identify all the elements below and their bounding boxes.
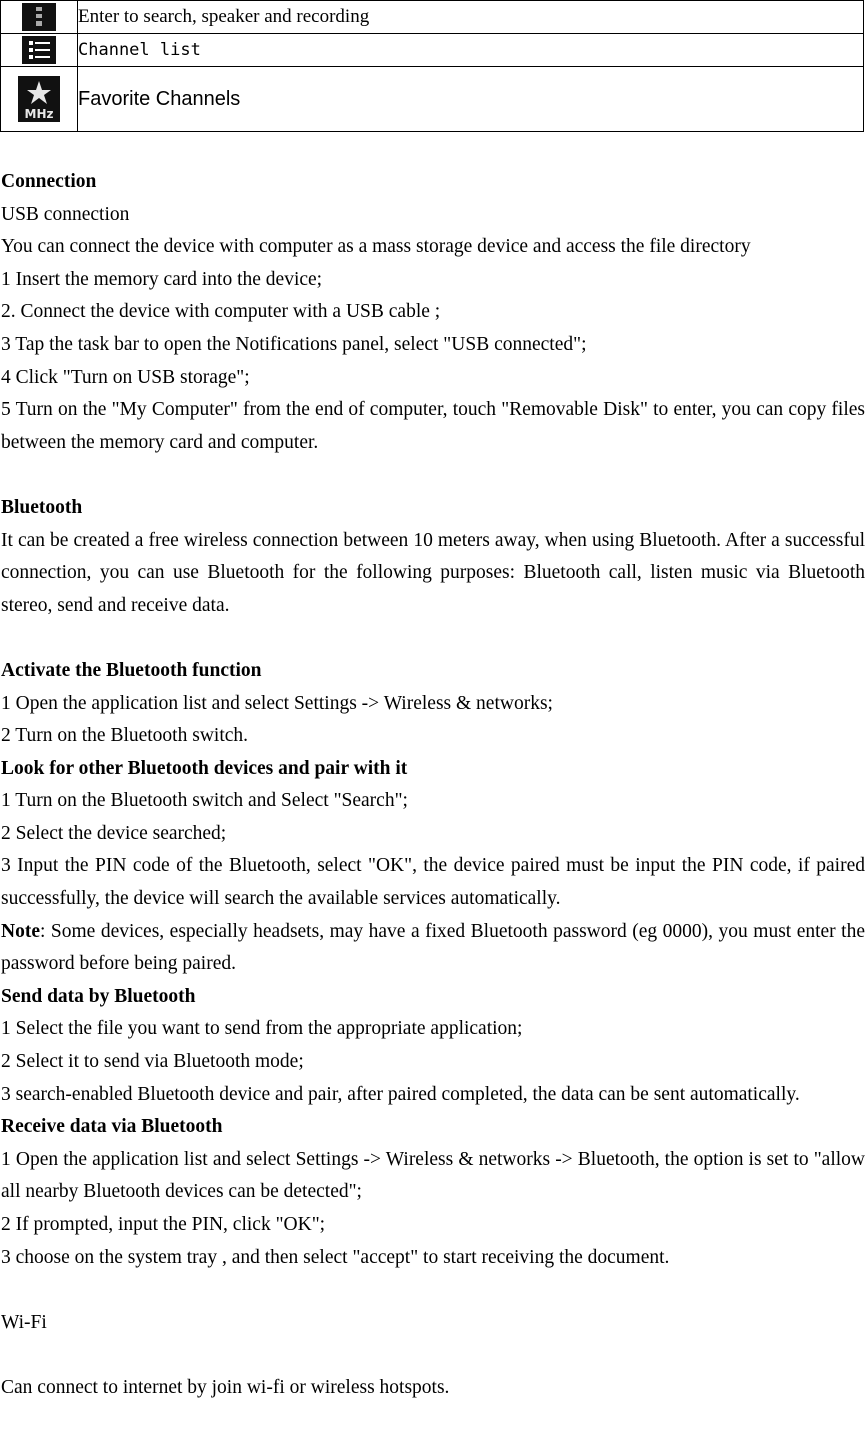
subsection-heading: Receive data via Bluetooth [1,1116,223,1138]
list-item: 3 search-enabled Bluetooth device and pair, after paired completed, the data can be sent automatically. [1,1083,800,1105]
paragraph: You can connect the device with computer as a mass storage device and access the file directory [1,236,751,258]
list-item: 2 If prompted, input the PIN, click "OK"; [1,1214,326,1235]
subsection-heading: Activate the Bluetooth function [1,659,262,681]
note-text: : Some devices, especially headsets, may have a fixed Bluetooth password (eg 0000), you must enter the password before being paired. [1,920,865,975]
list-icon [22,36,56,64]
list-item: 3 Tap the task bar to open the Notifications panel, select "USB connected"; [1,333,587,355]
section-heading: Bluetooth [1,496,83,518]
list-item: 1 Select the file you want to send from the appropriate application; [1,1018,523,1040]
icon-table-row [1,34,864,67]
list-item: 1 Open the application list and select Settings -> Wireless & networks -> Bluetooth, the option is set to "allow all nearby Bluetooth devices can be detected"; [1,1148,865,1203]
note-label: Note [1,920,40,942]
icon-table [0,0,864,132]
speaker-icon [22,3,56,31]
list-item: 4 Click "Turn on USB storage"; [1,366,250,388]
subheading: USB connection [1,203,130,225]
list-item: 2 Turn on the Bluetooth switch. [1,725,249,747]
icon-label: Channel list [78,34,864,67]
icon-label: Enter to search, speaker and recording [78,1,864,34]
subsection-heading: Look for other Bluetooth devices and pair with it [1,757,408,779]
note [1,916,865,981]
paragraph: Can connect to internet by join wi-fi or wireless hotspots. [1,1376,450,1398]
document-body [1,166,865,1405]
list-item: 3 choose on the system tray , and then select "accept" to start receiving the document. [1,1246,670,1268]
paragraph: It can be created a free wireless connection between 10 meters away, when using Bluetooth. After a successful connection, you can use Bluetooth for the following purposes: Bluetooth call, listen music via Bluetooth stereo, send and receive data. [1,529,865,616]
list-item: 2 Select it to send via Bluetooth mode; [1,1051,304,1073]
subsection-heading: Send data by Bluetooth [1,985,196,1007]
list-item: 2. Connect the device with computer with a USB cable ; [1,301,441,323]
list-item: 1 Open the application list and select Settings -> Wireless & networks; [1,692,553,714]
star-mhz-icon [18,76,60,122]
list-item: 3 Input the PIN code of the Bluetooth, select "OK", the device paired must be input the PIN code, if paired successfully, the device will search the available services automatically. [1,855,865,910]
section-heading: Wi-Fi [1,1311,47,1333]
list-item: 5 Turn on the "My Computer" from the end of computer, touch "Removable Disk" to enter, you can copy files between the memory card and computer. [1,399,865,453]
icon-table-row [1,67,864,132]
list-item: 1 Turn on the Bluetooth switch and Select "Search"; [1,790,408,812]
icon-label: Favorite Channels [78,67,864,132]
section-heading: Connection [1,171,97,192]
svg-text:MHz: MHz [24,107,54,121]
list-item: 1 Insert the memory card into the device; [1,268,323,290]
list-item: 2 Select the device searched; [1,822,227,844]
icon-table-row [1,1,864,34]
